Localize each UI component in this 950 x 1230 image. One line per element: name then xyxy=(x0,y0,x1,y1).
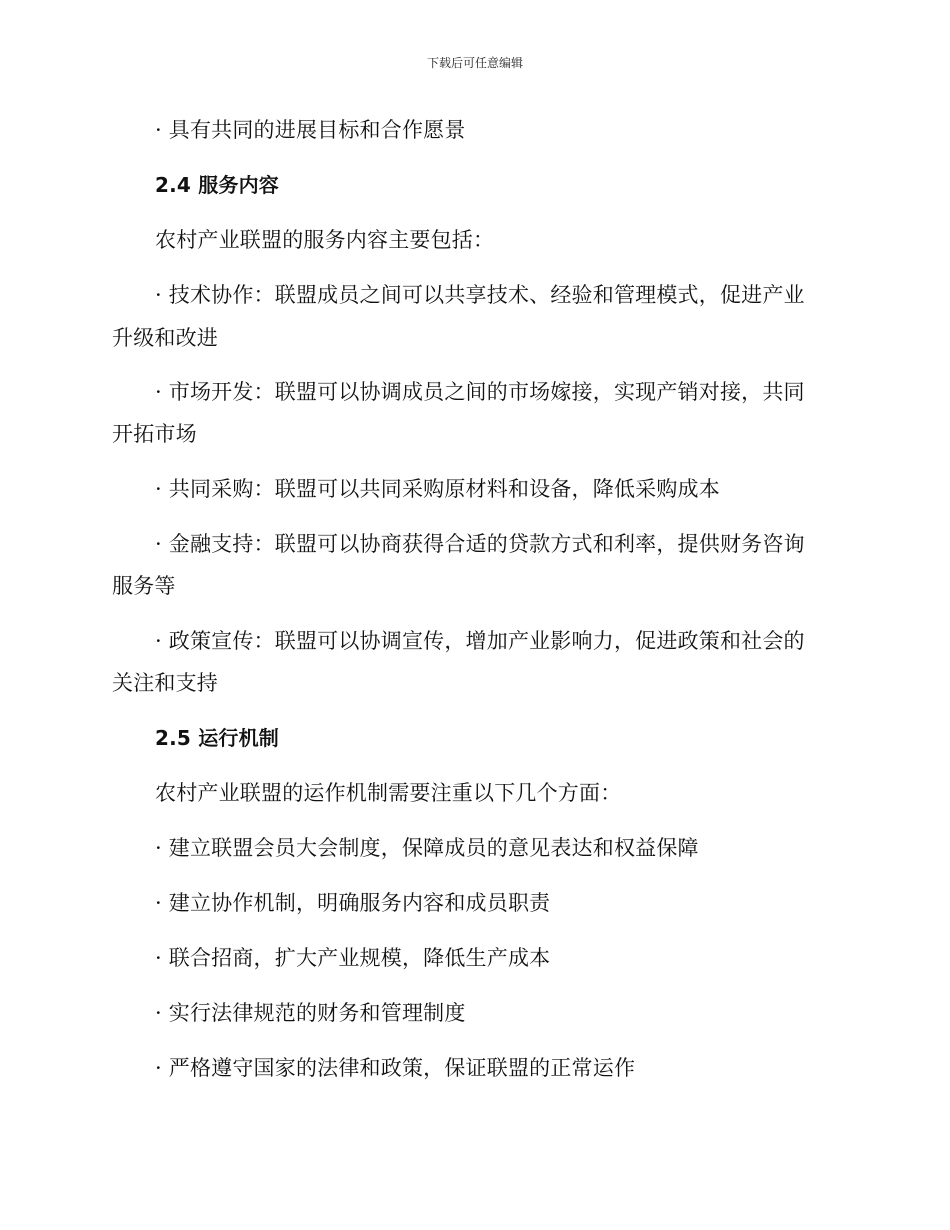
intro-paragraph-2-4: 农村产业联盟的服务内容主要包括： xyxy=(155,228,495,252)
bullet-legal-compliance: · 严格遵守国家的法律和政策，保证联盟的正常运作 xyxy=(155,1056,636,1080)
bullet-tech-cooperation: · 技术协作：联盟成员之间可以共享技术、经验和管理模式，促进产业 xyxy=(155,283,805,307)
section-heading-2-5: 2.5 运行机制 xyxy=(155,726,279,750)
bullet-tech-cooperation-cont: 升级和改进 xyxy=(112,326,218,350)
bullet-member-assembly: · 建立联盟会员大会制度，保障成员的意见表达和权益保障 xyxy=(155,836,699,860)
bullet-market-development-cont: 开拓市场 xyxy=(112,422,197,446)
bullet-financial-support-cont: 服务等 xyxy=(112,574,176,598)
bullet-joint-procurement: · 共同采购：联盟可以共同采购原材料和设备，降低采购成本 xyxy=(155,477,720,501)
bullet-cooperation-mechanism: · 建立协作机制，明确服务内容和成员职责 xyxy=(155,891,551,915)
bullet-financial-support: · 金融支持：联盟可以协商获得合适的贷款方式和利率，提供财务咨询 xyxy=(155,532,805,556)
section-heading-2-4: 2.4 服务内容 xyxy=(155,173,279,197)
page-header: 下载后可任意编辑 xyxy=(426,56,523,70)
bullet-finance-management: · 实行法律规范的财务和管理制度 xyxy=(155,1001,466,1025)
bullet-joint-investment: · 联合招商，扩大产业规模，降低生产成本 xyxy=(155,946,551,970)
bullet-market-development: · 市场开发：联盟可以协调成员之间的市场嫁接，实现产销对接，共同 xyxy=(155,380,805,404)
bullet-shared-goals: · 具有共同的进展目标和合作愿景 xyxy=(155,118,466,142)
bullet-policy-promotion-cont: 关注和支持 xyxy=(112,671,218,695)
intro-paragraph-2-5: 农村产业联盟的运作机制需要注重以下几个方面： xyxy=(155,781,622,805)
bullet-policy-promotion: · 政策宣传：联盟可以协调宣传，增加产业影响力，促进政策和社会的 xyxy=(155,629,805,653)
